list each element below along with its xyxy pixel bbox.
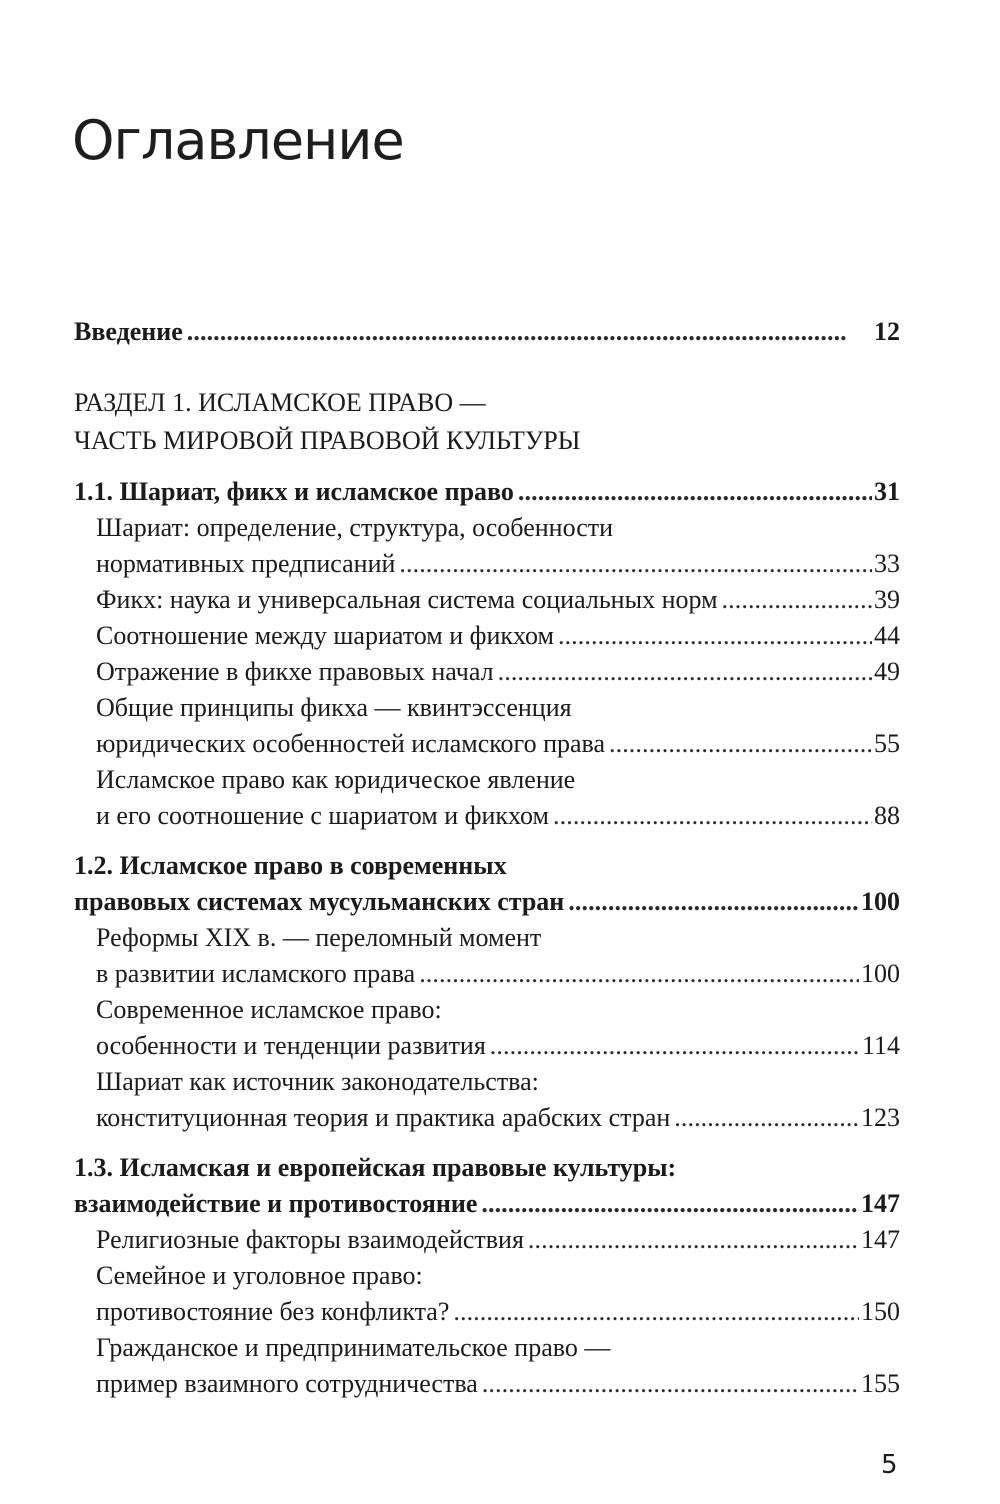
dot-leader xyxy=(674,1100,859,1136)
toc-entry-text: Семейное и уголовное право: xyxy=(96,1261,423,1290)
toc-entry-introduction[interactable] xyxy=(74,314,900,350)
toc-entry-text: правовых системах мусульманских стран xyxy=(74,887,565,916)
toc-entry-text: Общие принципы фикха — квинтэссенция xyxy=(96,693,572,722)
toc-entry-text: в развитии исламского права xyxy=(96,959,416,988)
dot-leader xyxy=(187,314,872,350)
dot-leader xyxy=(399,546,872,582)
toc-entry-line xyxy=(74,884,900,920)
dot-leader xyxy=(609,726,872,762)
toc-subentry[interactable] xyxy=(74,762,900,834)
toc-chapter xyxy=(74,1150,900,1402)
toc-page-number: 147 xyxy=(861,1225,900,1254)
dot-leader xyxy=(453,1294,859,1330)
toc-entry-text: особенности и тенденции развития xyxy=(96,1031,486,1060)
toc-page-number: 49 xyxy=(874,657,900,686)
toc-page-number: 31 xyxy=(874,477,900,506)
toc-page-number: 100 xyxy=(861,959,900,988)
toc-subentry[interactable] xyxy=(74,618,900,654)
toc-page-number: 123 xyxy=(861,1103,900,1132)
toc-page-number: 33 xyxy=(874,549,900,578)
dot-leader xyxy=(722,582,872,618)
toc-entry-text: Гражданское и предпринимательское право — xyxy=(96,1333,611,1362)
toc-page-number: 114 xyxy=(861,1031,900,1060)
toc-entry-text: Исламское право как юридическое явление xyxy=(96,765,576,794)
toc-subentry[interactable] xyxy=(74,1064,900,1136)
toc-page-number: 100 xyxy=(861,887,900,916)
toc-page-number: 88 xyxy=(874,801,900,830)
toc-subentry[interactable] xyxy=(74,654,900,690)
toc-entry-text: Введение xyxy=(74,317,183,346)
chapter-list xyxy=(74,474,900,1402)
toc-entry-text: и его соотношение с шариатом и фикхом xyxy=(96,801,550,830)
toc-entry-text: Шариат как источник законодательства: xyxy=(96,1067,539,1096)
toc-page-number: 150 xyxy=(861,1297,900,1326)
toc-entry-line xyxy=(74,474,900,510)
toc-chapter-entry[interactable] xyxy=(74,848,900,920)
toc-page-number: 155 xyxy=(861,1369,900,1398)
dot-leader xyxy=(528,1222,859,1258)
toc-entry-text: взаимодействие и противостояние xyxy=(74,1189,478,1218)
toc-page-number: 12 xyxy=(874,317,900,346)
toc-subentry[interactable] xyxy=(74,690,900,762)
toc-chapter xyxy=(74,474,900,834)
dot-leader xyxy=(419,956,859,992)
toc-entry-text: 1.1. Шариат, фикх и исламское право xyxy=(74,477,514,506)
toc-page-number: 44 xyxy=(874,621,900,650)
toc-entry-line xyxy=(96,726,900,762)
toc-entry-line xyxy=(96,654,900,690)
toc-entry-text: 1.3. Исламская и европейская правовые культуры: xyxy=(74,1153,677,1182)
toc-entry-text: Фикх: наука и универсальная система социальных норм xyxy=(96,585,718,614)
toc-entry-text: Шариат: определение, структура, особенности xyxy=(96,513,614,542)
toc-subentry[interactable] xyxy=(74,1222,900,1258)
toc-subentry[interactable] xyxy=(74,1258,900,1330)
toc-entry-text: юридических особенностей исламского права xyxy=(96,729,605,758)
toc-entry-line xyxy=(96,582,900,618)
section-heading xyxy=(74,384,900,460)
toc-subentry[interactable] xyxy=(74,992,900,1064)
section-heading-line: РАЗДЕЛ 1. ИСЛАМСКОЕ ПРАВО — xyxy=(74,388,486,417)
toc-entry-text: пример взаимного сотрудничества xyxy=(96,1369,478,1398)
toc-chapter xyxy=(74,848,900,1136)
toc-entry-text: Соотношение между шариатом и фикхом xyxy=(96,621,554,650)
toc-entry-line xyxy=(96,956,900,992)
toc-entry-text: Религиозные факторы взаимодействия xyxy=(96,1225,524,1254)
toc-entry-line xyxy=(96,618,900,654)
dot-leader xyxy=(482,1366,859,1402)
toc-subentry[interactable] xyxy=(74,582,900,618)
toc-entry-line xyxy=(96,1366,900,1402)
table-of-contents xyxy=(74,314,900,1408)
dot-leader xyxy=(498,654,872,690)
section-heading-line: ЧАСТЬ МИРОВОЙ ПРАВОВОЙ КУЛЬТУРЫ xyxy=(74,426,581,455)
page-title: Оглавление xyxy=(72,109,404,172)
toc-page-number: 39 xyxy=(874,585,900,614)
toc-entry-line xyxy=(96,546,900,582)
toc-subentry[interactable] xyxy=(74,1330,900,1402)
toc-entry-text: Современное исламское право: xyxy=(96,995,442,1024)
dot-leader xyxy=(518,474,872,510)
dot-leader xyxy=(568,884,859,920)
toc-entry-text: Реформы XIX в. — переломный момент xyxy=(96,923,542,952)
dot-leader xyxy=(553,798,872,834)
toc-subentry[interactable] xyxy=(74,510,900,582)
toc-entry-text: Отражение в фикхе правовых начал xyxy=(96,657,494,686)
toc-chapter-entry[interactable] xyxy=(74,1150,900,1222)
toc-entry-text: противостояние без конфликта? xyxy=(96,1297,450,1326)
toc-entry-line xyxy=(96,798,900,834)
toc-page-number: 147 xyxy=(861,1189,900,1218)
dot-leader xyxy=(558,618,872,654)
toc-entry-line xyxy=(74,1186,900,1222)
toc-entry-text: конституционная теория и практика арабских стран xyxy=(96,1103,671,1132)
dot-leader xyxy=(490,1028,860,1064)
toc-entry-line xyxy=(96,1028,900,1064)
toc-entry-line xyxy=(96,1294,900,1330)
toc-entry-line xyxy=(96,1222,900,1258)
toc-chapter-entry[interactable] xyxy=(74,474,900,510)
toc-subentry[interactable] xyxy=(74,920,900,992)
toc-entry-text: нормативных предписаний xyxy=(96,549,396,578)
folio-page-number: 5 xyxy=(881,1450,898,1480)
dot-leader xyxy=(481,1186,859,1222)
toc-entry-text: 1.2. Исламское право в современных xyxy=(74,851,507,880)
toc-page-number: 55 xyxy=(874,729,900,758)
toc-entry-line xyxy=(96,1100,900,1136)
